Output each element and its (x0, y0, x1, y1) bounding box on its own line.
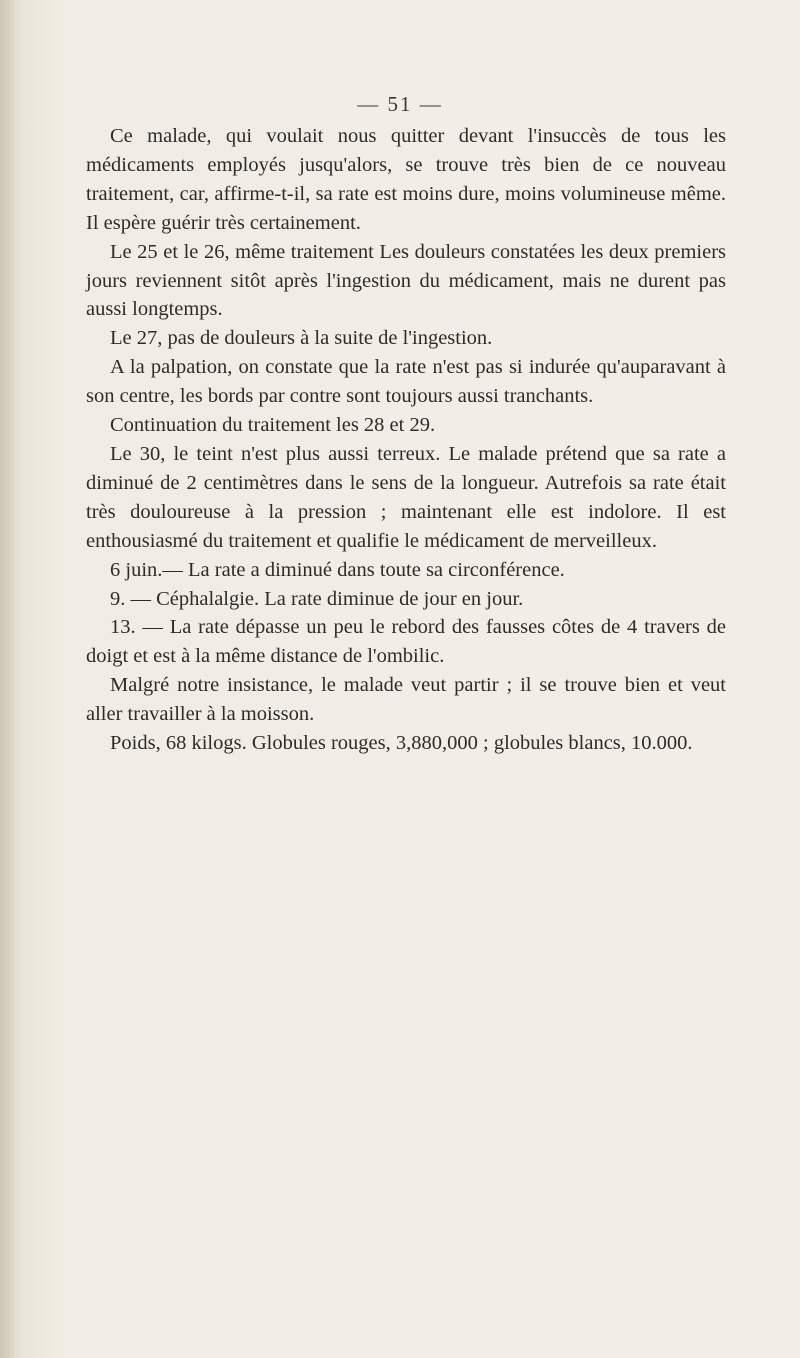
page-number: — 51 — (357, 92, 443, 116)
paragraph-10: Malgré notre insistance, le malade veut partir ; il se trouve bien et veut aller travailler à la moisson. (86, 674, 726, 726)
paragraph-3: Le 27, pas de douleurs à la suite de l'ingestion. (110, 327, 493, 350)
paragraph-2: Le 25 et le 26, même traitement Les douleurs constatées les deux premiers jours reviennent sitôt après l'ingestion du médicament, mais ne durent pas aussi longtemps. (86, 240, 726, 321)
paragraph-8: 9. — Céphalalgie. La rate diminue de jour en jour. (110, 587, 524, 610)
paragraph-1: Ce malade, qui voulait nous quitter devant l'insuccès de tous les médicaments employés jusqu'alors, se trouve très bien de ce nouveau traitement, car, affirme-t-il, sa rate est moins dure, moins volumineuse même. Il espère guérir très certainement. (86, 125, 726, 234)
paragraph-9: 13. — La rate dépasse un peu le rebord des fausses côtes de 4 travers de doigt et est à la même distance de l'ombilic. (86, 616, 726, 668)
body-text (86, 122, 726, 758)
paragraph-5: Continuation du traitement les 28 et 29. (110, 414, 436, 437)
paragraph-11: Poids, 68 kilogs. Globules rouges, 3,880,000 ; globules blancs, 10.000. (110, 732, 693, 755)
paragraph-7: 6 juin.— La rate a diminué dans toute sa circonférence. (110, 558, 565, 581)
paragraph-4: A la palpation, on constate que la rate n'est pas si indurée qu'auparavant à son centre, les bords par contre sont toujours aussi tranchants. (86, 356, 726, 408)
paragraph-6: Le 30, le teint n'est plus aussi terreux. Le malade prétend que sa rate a diminué de 2 centimètres dans le sens de la longueur. Autrefois sa rate était très douloureuse à la pression ; maintenant elle est indolore. Il est enthousiasmé du traitement et qualifie le médicament de merveilleux. (86, 442, 726, 552)
page-edge-shadow (0, 0, 14, 1358)
